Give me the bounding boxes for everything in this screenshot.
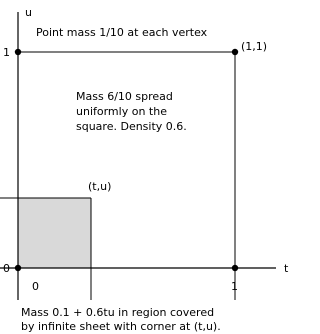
spread-mass-line-3: square. Density 0.6. (76, 120, 187, 133)
spread-mass-line-2: uniformly on the (76, 105, 167, 118)
vertex-point-y-one (15, 49, 21, 55)
shaded-region-below-corner (18, 198, 91, 268)
spread-mass-line-1: Mass 6/10 spread (76, 90, 173, 103)
x-tick-one: 1 (231, 280, 238, 293)
vertex-point-top-right (232, 49, 238, 55)
sheet-caption-line-1: Mass 0.1 + 0.6tu in region covered (21, 306, 215, 319)
x-axis-label: t (284, 262, 289, 275)
vertex-point-origin (15, 265, 21, 271)
vertex-mass-annotation: Point mass 1/10 at each vertex (36, 26, 208, 39)
sheet-caption-line-2: by infinite sheet with corner at (t,u). (21, 320, 221, 333)
y-axis-label: u (25, 6, 32, 19)
corner-point-label: (t,u) (88, 180, 112, 193)
y-tick-one: 1 (3, 46, 10, 59)
y-tick-zero: 0 (3, 262, 10, 275)
top-right-point-label: (1,1) (241, 40, 268, 53)
vertex-point-x-one (232, 265, 238, 271)
x-tick-zero: 0 (32, 280, 39, 293)
